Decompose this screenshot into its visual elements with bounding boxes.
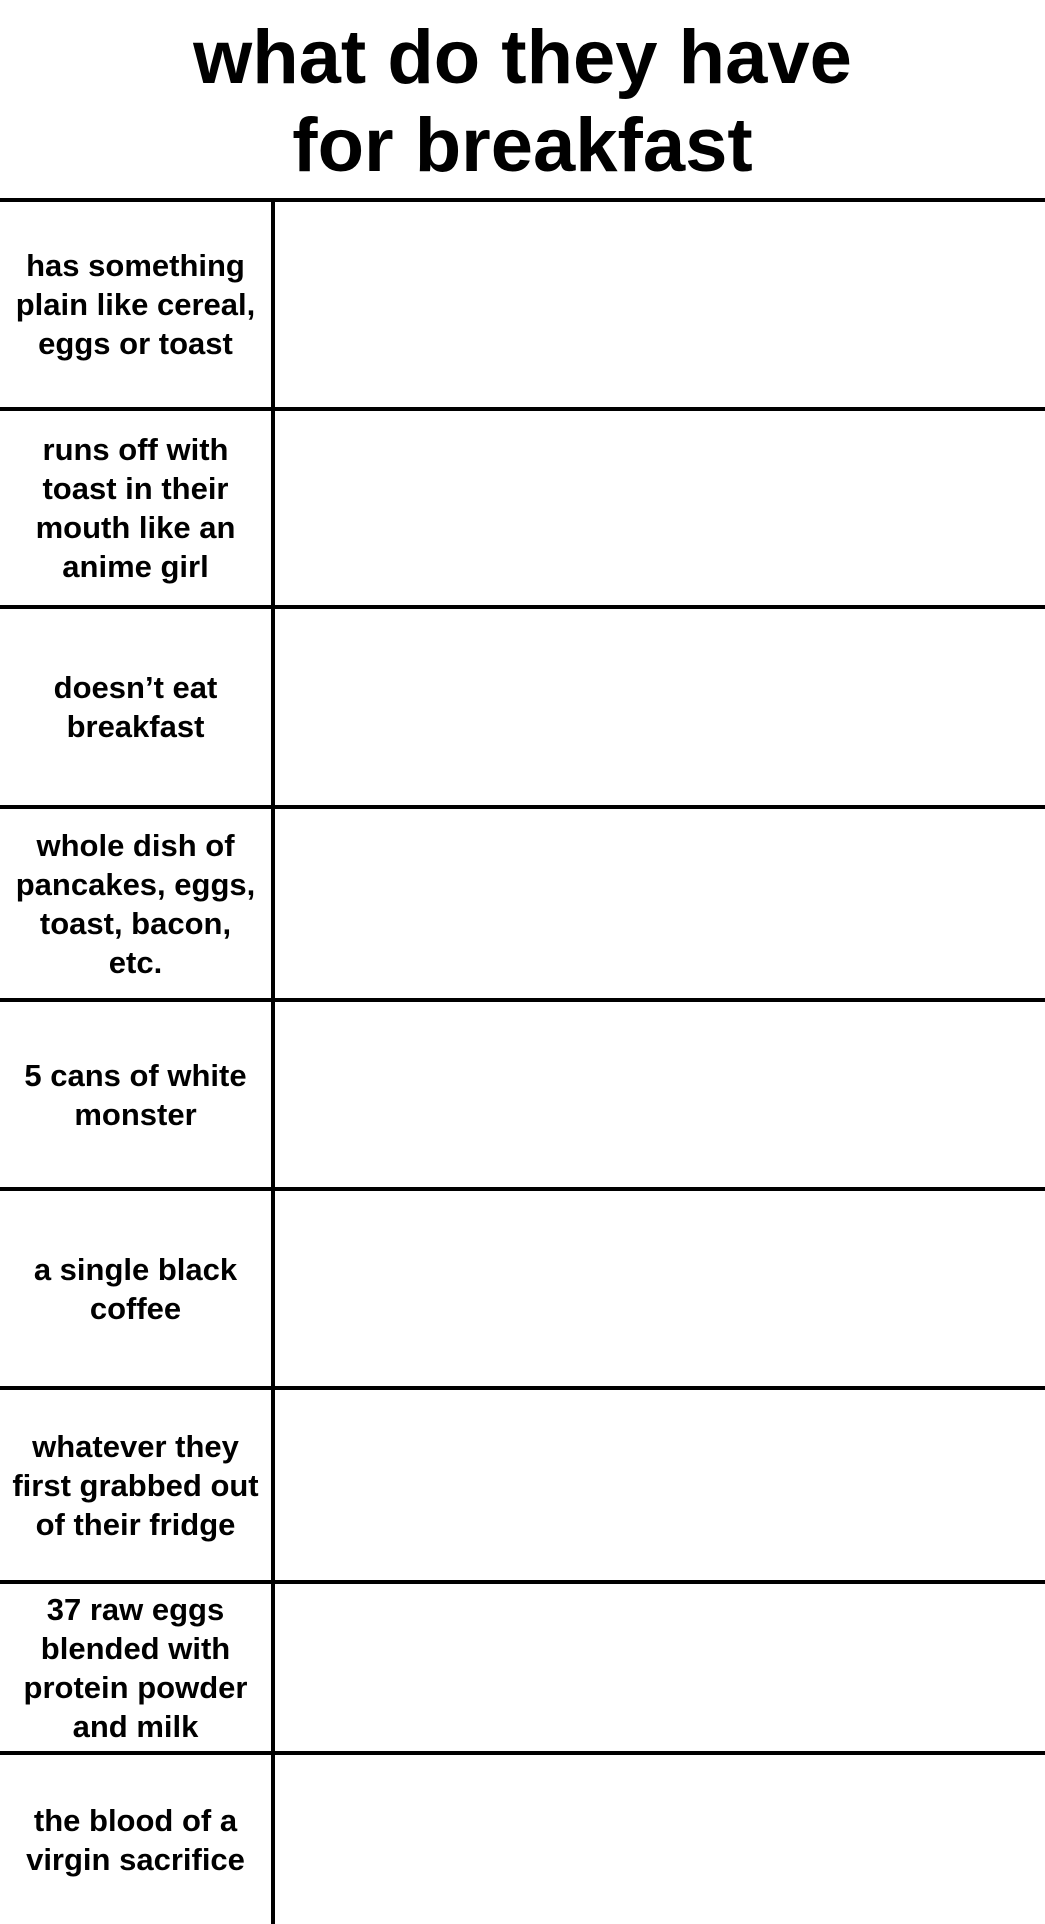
row-label: the blood of a virgin sacrifice xyxy=(0,1755,275,1924)
row-label: doesn’t eat breakfast xyxy=(0,609,275,805)
alignment-chart-table xyxy=(0,198,1045,1920)
page-title xyxy=(0,14,1045,190)
table-row xyxy=(0,1002,1045,1191)
table-row xyxy=(0,1755,1045,1924)
row-label: whole dish of pancakes, eggs, toast, bacon, etc. xyxy=(0,809,275,998)
row-answer-cell[interactable] xyxy=(275,202,1045,407)
row-label: whatever they first grabbed out of their fridge xyxy=(0,1390,275,1580)
table-row xyxy=(0,809,1045,1002)
table-row xyxy=(0,202,1045,411)
row-label: 5 cans of white monster xyxy=(0,1002,275,1187)
table-row xyxy=(0,411,1045,609)
row-answer-cell[interactable] xyxy=(275,609,1045,805)
row-label: 37 raw eggs blended with protein powder and milk xyxy=(0,1584,275,1751)
row-answer-cell[interactable] xyxy=(275,1755,1045,1924)
row-answer-cell[interactable] xyxy=(275,1584,1045,1751)
row-label: runs off with toast in their mouth like an anime girl xyxy=(0,411,275,605)
table-row xyxy=(0,1390,1045,1584)
table-row xyxy=(0,1584,1045,1755)
row-answer-cell[interactable] xyxy=(275,411,1045,605)
row-label: a single black coffee xyxy=(0,1191,275,1386)
row-answer-cell[interactable] xyxy=(275,1191,1045,1386)
row-answer-cell[interactable] xyxy=(275,809,1045,998)
table-row xyxy=(0,609,1045,809)
table-row xyxy=(0,1191,1045,1390)
row-answer-cell[interactable] xyxy=(275,1002,1045,1187)
title-line-2: for breakfast xyxy=(292,103,753,188)
title-line-1: what do they have xyxy=(193,15,852,100)
row-answer-cell[interactable] xyxy=(275,1390,1045,1580)
row-label: has something plain like cereal, eggs or toast xyxy=(0,202,275,407)
